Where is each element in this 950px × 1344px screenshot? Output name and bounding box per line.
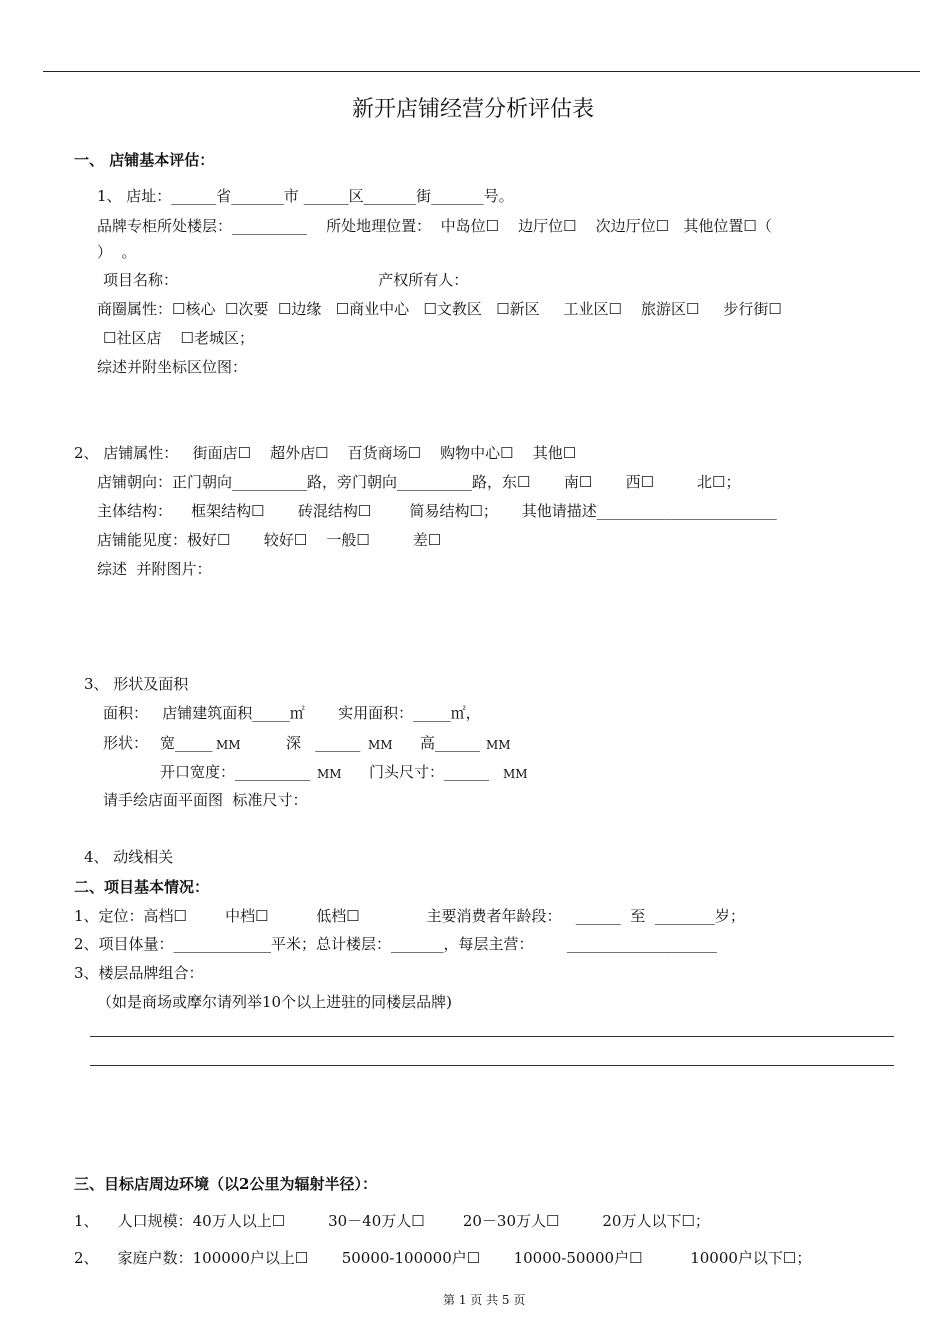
floor-location-line: 品牌专柜所处楼层：__________ 所处地理位置： 中岛位☐ 边厅位☐ 次边厅位☐ 其他位置☐（ [97, 217, 772, 235]
map-note: 综述并附坐标区位图： [97, 358, 248, 376]
population-line: 1、 人口规模：40万人以上☐ 30－40万人☐ 20－30万人☐ 20万人以下☐； [74, 1212, 710, 1230]
sketch-note: 请手绘店面平面图 标准尺寸： [103, 791, 308, 809]
page-footer: 第 1 页 共 5 页 [443, 1293, 526, 1307]
shop-attribute-line: 2、 店铺属性： 街面店☐ 超外店☐ 百货商场☐ 购物中心☐ 其他☐ [74, 444, 577, 462]
trade-area-line: 商圈属性：☐核心 ☐次要 ☐边缘 ☐商业中心 ☐文教区 ☐新区 工业区☐ 旅游区☐ 步行街☐ [97, 300, 782, 318]
flow-heading: 4、 动线相关 [84, 848, 174, 866]
brand-mix-heading: 3、楼层品牌组合： [74, 964, 204, 982]
opening-width-field: 开口宽度：__________ [160, 763, 311, 781]
height-unit: MM [486, 738, 511, 752]
section-1-heading: 一、 店铺基本评估： [74, 151, 215, 169]
project-owner-line: 项目名称： 产权所有人： [103, 271, 469, 289]
door-size-unit: MM [503, 767, 528, 781]
width-field: 宽_____ [160, 734, 213, 752]
brand-entry-line-2 [90, 1065, 894, 1066]
header-rule [43, 71, 920, 72]
section-2-heading: 二、项目基本情况： [74, 878, 210, 896]
volume-line: 2、项目体量：_____________平米；总计楼层：_______，每层主营： ____________________ [74, 935, 717, 953]
orientation-line: 店铺朝向：正门朝向__________路，旁门朝向__________路，东☐ 南☐ 西☐ 北☐； [97, 473, 741, 491]
area-line: 面积： 店铺建筑面积_____㎡ 实用面积：_____㎡， [103, 704, 481, 722]
depth-unit: MM [368, 738, 393, 752]
households-line: 2、 家庭户数：100000户以上☐ 50000-100000户☐ 10000-50000户☐ 10000户以下☐； [74, 1249, 812, 1267]
positioning-line: 1、定位：高档☐ 中档☐ 低档☐ 主要消费者年龄段： ______ 至 ________岁； [74, 907, 745, 925]
address-line: 1、 店址：______省_______市 ______区_______街_______号。 [97, 187, 514, 205]
width-unit: MM [216, 738, 241, 752]
visibility-line: 店铺能见度：极好☐ 较好☐ 一般☐ 差☐ [97, 531, 442, 549]
brand-entry-line-1 [90, 1036, 894, 1037]
height-field: 高______ [420, 734, 481, 752]
opening-unit: MM [317, 767, 342, 781]
structure-line: 主体结构： 框架结构☐ 砖混结构☐ 简易结构☐； 其他请描述________________________ [97, 502, 777, 520]
trade-area-line-2: ☐社区店 ☐老城区； [103, 329, 254, 347]
photo-note: 综述 并附图片： [97, 560, 212, 578]
section-3-heading: 三、目标店周边环境（以2公里为辐射半径）： [74, 1175, 377, 1193]
depth-field: 深 ______ [286, 734, 361, 752]
brand-mix-note: （如是商场或摩尔请列举10个以上进驻的同楼层品牌) [97, 993, 452, 1011]
page-title: 新开店铺经营分析评估表 [352, 97, 595, 122]
floor-location-cont: ） 。 [97, 243, 137, 261]
shape-heading: 3、 形状及面积 [84, 675, 189, 693]
door-size-field: 门头尺寸：______ [369, 763, 490, 781]
shape-label: 形状： [103, 734, 149, 752]
